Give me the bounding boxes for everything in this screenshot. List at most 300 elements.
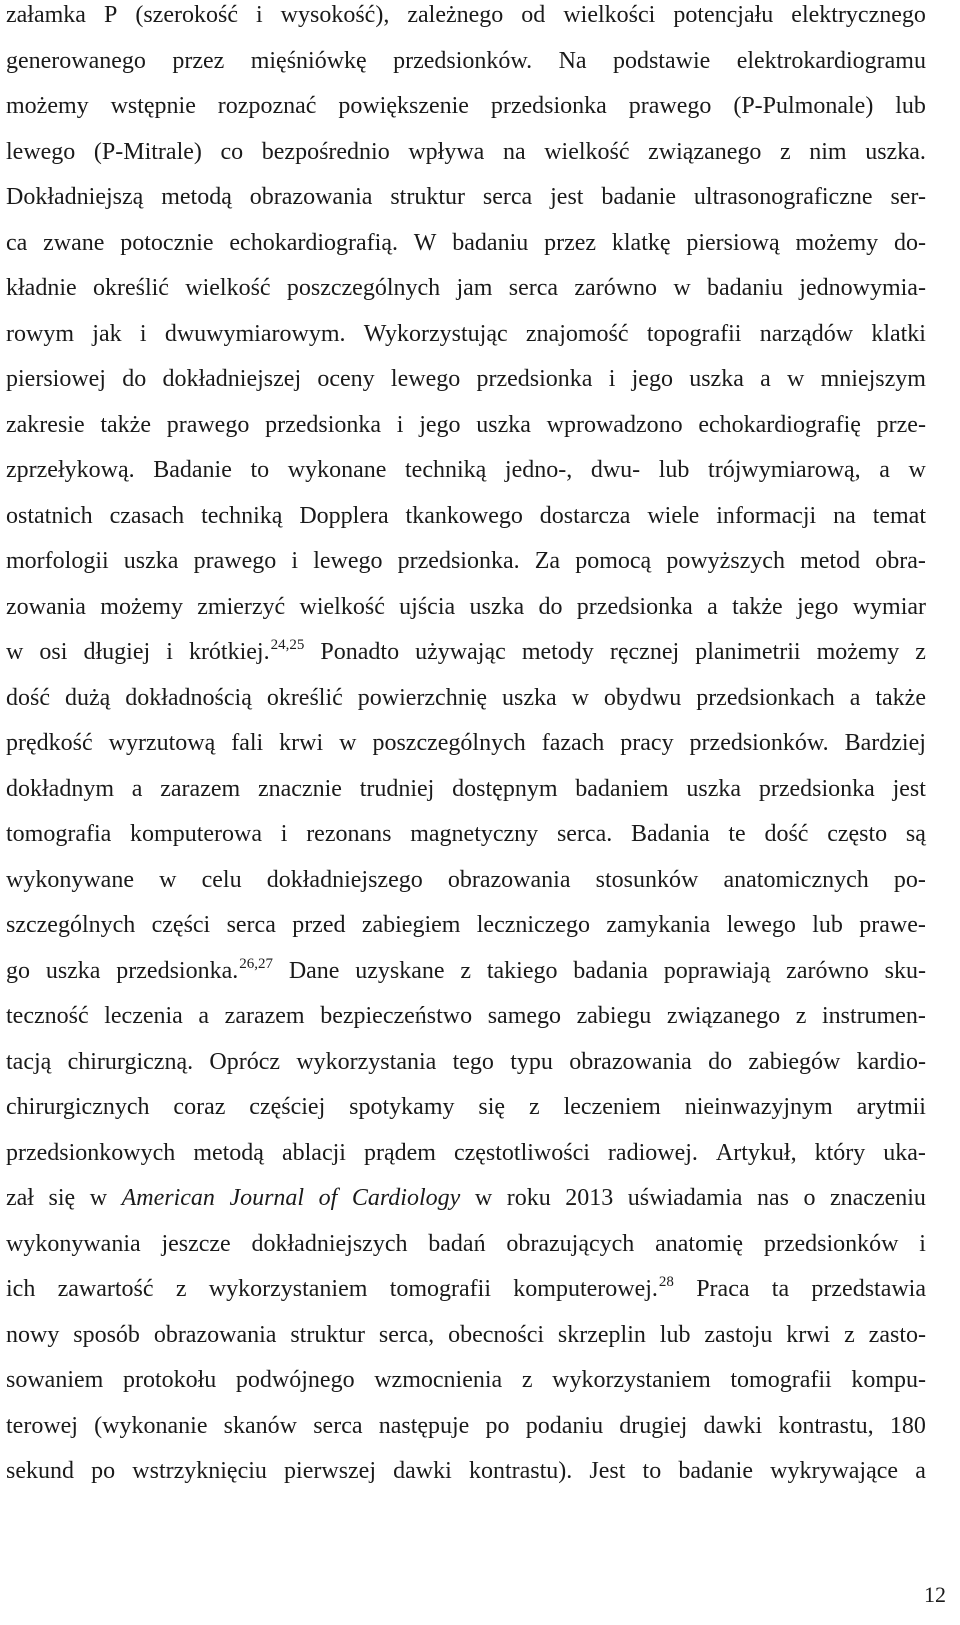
word: planimetrii (695, 639, 801, 665)
word: to (250, 457, 270, 483)
word: jego (419, 411, 461, 438)
word: serca (313, 1412, 363, 1439)
word: w (159, 866, 177, 893)
word: określić (92, 275, 169, 301)
word: obrazujących (506, 1230, 635, 1257)
word: takiego (486, 957, 558, 984)
word: dokładniejszych (251, 1230, 408, 1257)
word: Cardiology (351, 1185, 461, 1211)
word: ich (6, 1276, 36, 1302)
text-line (6, 494, 926, 540)
word: nim (809, 138, 847, 165)
word: elektrokardiogramu (736, 47, 926, 74)
word: dwu- (590, 457, 641, 483)
word: trójwymiarową, (708, 457, 861, 483)
word: przedsionków. (393, 47, 533, 74)
word: lewego (390, 366, 461, 392)
word: fali (231, 730, 264, 756)
word: ultrasonograficzne (693, 184, 873, 210)
text-line (6, 812, 926, 858)
word: zmierzyć (197, 593, 286, 620)
word: i (291, 548, 299, 574)
word: z (780, 138, 791, 165)
word: kładnie (6, 275, 77, 301)
word: sekund (6, 1458, 74, 1484)
word: serca. (556, 821, 613, 847)
word: wprowadzono (546, 411, 683, 438)
word: (szerokość (135, 2, 238, 28)
word: podaniu (525, 1412, 604, 1439)
word: go (6, 957, 30, 984)
citation-superscript: 28 (658, 1274, 674, 1290)
word: metodą (193, 1139, 264, 1166)
word: jest (550, 184, 584, 210)
word: długiej (83, 639, 151, 665)
word: kardio- (856, 1048, 926, 1075)
word: kontrastu). (468, 1458, 573, 1484)
word: jam (456, 275, 493, 301)
word: 180 (889, 1412, 926, 1439)
word: a (760, 366, 771, 392)
word: często (827, 821, 888, 847)
word: leczeniem (563, 1094, 661, 1120)
word: jego (797, 593, 839, 620)
word: tomografia (6, 821, 112, 847)
word: Oprócz (209, 1048, 281, 1075)
word: osi (39, 639, 68, 665)
word: (wykonanie (94, 1412, 208, 1439)
word: morfologii (6, 548, 109, 574)
word: trudniej (359, 775, 435, 802)
word: stosunków (595, 866, 699, 893)
word: klatki (871, 320, 926, 347)
document-page (6, 0, 926, 1495)
word: i (255, 2, 263, 28)
word: w (474, 1185, 493, 1211)
word: zarazem (224, 1003, 305, 1029)
text-line (6, 1267, 926, 1313)
word: do (708, 1048, 733, 1075)
word: kompu- (851, 1367, 926, 1393)
word: terowej (6, 1412, 78, 1439)
word: skrzeplin (557, 1321, 646, 1348)
word: celu (201, 866, 242, 893)
word: powiększenie (338, 93, 469, 119)
word: znacznie (257, 775, 342, 802)
word: części (151, 912, 211, 938)
word: przedsionka. (397, 548, 520, 574)
word: zakresie (6, 411, 85, 438)
word: a (198, 1003, 210, 1029)
word: ostatnich (6, 502, 93, 529)
word: możemy (795, 229, 879, 256)
word: radiowej. (607, 1139, 698, 1166)
word: prędkość (6, 730, 93, 756)
word: dwuwymiarowym. (164, 320, 346, 347)
word: chirurgiczną. (67, 1048, 194, 1075)
word: a (849, 684, 861, 711)
word: kontrastu, (778, 1412, 874, 1439)
word: dokładniejszego (266, 866, 423, 893)
word: wykonywane (6, 866, 134, 893)
word: W (413, 229, 437, 256)
text-line (6, 448, 926, 494)
word: tkankowego (405, 502, 523, 529)
text-line (6, 676, 926, 722)
word: krwi (279, 730, 324, 756)
word: obrazowania (569, 1048, 692, 1075)
word: drugiej (619, 1412, 688, 1439)
word: po- (893, 866, 926, 893)
word: zasto- (868, 1321, 926, 1348)
word: badaniu (452, 229, 529, 256)
word: szczególnych (6, 912, 136, 938)
word: są (905, 821, 926, 847)
word: 2013 (565, 1185, 614, 1211)
word: powyższych (666, 548, 785, 574)
word: związanego (666, 1003, 781, 1029)
word: możemy (816, 639, 900, 665)
word: ca (6, 229, 28, 256)
word: prawego (193, 548, 277, 574)
text-line (6, 1313, 926, 1359)
word: wysokość), (280, 2, 390, 28)
word: a (915, 1458, 926, 1484)
word: serca (508, 275, 559, 301)
word: instrumen- (821, 1003, 926, 1029)
text-line (6, 1449, 926, 1495)
word: z (915, 639, 926, 665)
word: z (521, 1367, 533, 1393)
text-line (6, 1404, 926, 1450)
word: wyrzutową (108, 730, 216, 756)
word: o (803, 1185, 816, 1211)
word: jeszcze (161, 1230, 231, 1257)
word: sposób (73, 1321, 140, 1348)
word: w (339, 730, 357, 756)
word: ujścia (399, 593, 456, 620)
word: uszka (123, 548, 179, 574)
word: serca, (378, 1321, 435, 1348)
word: Artykuł, (715, 1139, 797, 1166)
word: Jest (589, 1458, 626, 1484)
word: i (608, 366, 616, 392)
word: teczność (6, 1003, 89, 1029)
word: używając (415, 639, 506, 665)
word: badanie (601, 184, 676, 210)
word: temat (872, 502, 926, 529)
word: krwi (786, 1321, 831, 1348)
word: badaniu (707, 275, 783, 301)
word: wpływa (408, 138, 485, 165)
word: anatomię (655, 1230, 744, 1257)
word: który (814, 1139, 866, 1166)
text-line (6, 357, 926, 403)
word: lub (658, 457, 690, 483)
word: Dopplera (299, 502, 389, 529)
word: magnetyczny (410, 821, 539, 847)
word: to (642, 1458, 662, 1484)
word: leczenia (104, 1003, 183, 1029)
text-line (6, 221, 926, 267)
word: zawartość (57, 1276, 154, 1302)
word: bezpośrednio (261, 138, 390, 165)
word: uka- (883, 1139, 926, 1166)
word: anatomicznych (723, 866, 869, 893)
word: oceny (317, 366, 375, 392)
word: techniką (201, 502, 283, 529)
word: przez (172, 47, 225, 74)
word: przez (544, 229, 597, 256)
word: poprawiają (663, 957, 771, 984)
word: metod (800, 548, 861, 574)
word: Na (558, 47, 587, 74)
word: przedstawia (811, 1276, 926, 1302)
word: przedsionków (763, 1230, 899, 1257)
word: dostępnym (452, 775, 558, 802)
word: wstępnie (110, 93, 196, 119)
text-line (6, 266, 926, 312)
word: od (521, 2, 546, 28)
word: a (131, 775, 143, 802)
text-line (6, 39, 926, 85)
word: pomocą (575, 548, 652, 574)
word: tego (452, 1048, 494, 1075)
text-line (6, 767, 926, 813)
text-line (6, 1085, 926, 1131)
word: uszka (501, 684, 557, 711)
word: obecności (448, 1321, 545, 1348)
word: uzyskane (355, 957, 445, 984)
word: Journal (229, 1185, 305, 1211)
word: przedsionka (490, 93, 607, 119)
word: z (795, 1003, 807, 1029)
word: jedno-, (504, 457, 573, 483)
word: badania (573, 957, 648, 984)
text-line (6, 585, 926, 631)
text-line (6, 312, 926, 358)
word: komputerowa (130, 821, 263, 847)
word: zastoju (704, 1321, 773, 1348)
word: po (485, 1412, 510, 1439)
word: wykonane (287, 457, 387, 483)
word: w (673, 275, 691, 301)
word: klatkę (611, 229, 671, 256)
word: przedsionka.$^{26,27}$ (116, 955, 273, 984)
word: ablacji (281, 1139, 346, 1166)
word: obrazowania (249, 184, 373, 210)
word: na (833, 502, 856, 529)
text-line (6, 130, 926, 176)
word: z (175, 1276, 187, 1302)
page-number: 12 (924, 1582, 946, 1607)
word: elektrycznego (791, 2, 926, 28)
word: i (919, 1230, 926, 1257)
word: obrazowania (153, 1321, 277, 1348)
word: częstotliwości (453, 1139, 590, 1166)
word: określić (266, 684, 343, 711)
word: wykorzystaniem (208, 1276, 368, 1302)
text-line (6, 539, 926, 585)
citation-superscript: 26,27 (239, 955, 273, 972)
word: dość (6, 684, 50, 711)
word: dużą (64, 684, 111, 711)
word: mniejszym (820, 366, 926, 392)
word: możemy (100, 593, 183, 620)
word: mięśniówkę (250, 47, 367, 74)
word: także (732, 593, 783, 620)
word: lub (659, 1321, 691, 1348)
word: ta (771, 1276, 790, 1302)
word: Badania (630, 821, 710, 847)
word: dość (764, 821, 809, 847)
word: podwójnego (235, 1367, 355, 1393)
word: uszka (476, 411, 531, 438)
word: lewego (726, 912, 796, 938)
word: wiele (647, 502, 700, 529)
word: zamykania (606, 912, 711, 938)
word: wzmocnienia (374, 1367, 503, 1393)
word: znaczeniu (830, 1185, 926, 1211)
word: wielkość (185, 275, 271, 301)
word: potencjału (673, 2, 774, 28)
word: po (91, 1458, 116, 1484)
word: bezpieczeństwo (320, 1003, 473, 1029)
word: rozpoznać (217, 93, 317, 119)
text-line (6, 1358, 926, 1404)
word: roku (506, 1185, 551, 1211)
word: narządów (759, 320, 854, 347)
word: arytmii (856, 1094, 926, 1120)
word: Dane (288, 957, 340, 984)
word: przed (292, 912, 346, 938)
body-text (6, 0, 926, 1495)
word: zależnego (407, 2, 504, 28)
text-line (6, 858, 926, 904)
word: prądem (363, 1139, 436, 1166)
text-line (6, 630, 926, 676)
word: Za (534, 548, 561, 574)
word: zał (6, 1185, 34, 1211)
text-line (6, 403, 926, 449)
word: przedsionka (758, 775, 875, 802)
word: także (875, 684, 926, 711)
text-line (6, 1040, 926, 1086)
word: przedsionkach (696, 684, 835, 711)
word: uszka (686, 775, 742, 802)
word: obra- (875, 548, 926, 574)
word: Wykorzystując (363, 320, 508, 347)
word: dostarcza (539, 502, 631, 529)
word: jest (892, 775, 926, 802)
word: zarówno (786, 957, 869, 984)
word: w (571, 684, 589, 711)
word: zabiegiem (361, 912, 461, 938)
word: P (103, 2, 118, 28)
word: krótkiej.$^{24,25}$ (188, 637, 305, 665)
word: wielkość (299, 593, 385, 620)
word: sku- (884, 957, 926, 984)
word: serca (226, 912, 276, 938)
word: lub (895, 93, 926, 119)
word: uszka (469, 593, 525, 620)
word: w (787, 366, 805, 392)
word: z (844, 1321, 855, 1348)
word: (P-Pulmonale) (733, 93, 874, 119)
word: w (6, 639, 24, 665)
word: Bardziej (844, 730, 926, 756)
word: leczniczego (476, 912, 591, 938)
word: częściej (249, 1094, 326, 1120)
word: techniką (405, 457, 487, 483)
word: podstawie (612, 47, 711, 74)
word: dawki (393, 1458, 452, 1484)
word: zarazem (160, 775, 241, 802)
word: związanego (648, 138, 762, 165)
word: tacją (6, 1048, 52, 1075)
word: czasach (109, 502, 185, 529)
word: nas (756, 1185, 789, 1211)
text-line (6, 994, 926, 1040)
text-line (6, 1131, 926, 1177)
word: rezonans (306, 821, 392, 847)
word: zowania (6, 593, 86, 620)
word: generowanego (6, 47, 146, 74)
word: pracy (620, 730, 674, 756)
word: uszka. (865, 138, 926, 165)
word: powierzchnię (357, 684, 488, 711)
word: struktur (390, 184, 465, 210)
word: i (396, 411, 404, 438)
word: jak (92, 320, 122, 347)
word: wstrzyknięciu (132, 1458, 267, 1484)
word: uszka (45, 957, 101, 984)
word: załamka (6, 2, 86, 28)
word: poszczególnych (286, 275, 441, 301)
word: serca (482, 184, 533, 210)
text-line (6, 949, 926, 995)
word: piersiowej (6, 366, 106, 392)
word: się (48, 1185, 76, 1211)
word: lewego (6, 138, 76, 165)
word: co (220, 138, 244, 165)
word: samego (487, 1003, 562, 1029)
word: z (529, 1094, 540, 1120)
word: także (100, 411, 151, 438)
word: przedsionków. (689, 730, 829, 756)
word: zprzełykową. (6, 457, 135, 483)
word: do (122, 366, 147, 392)
word: dawki (703, 1412, 763, 1439)
word: do- (893, 229, 926, 256)
word: na (502, 138, 526, 165)
word: ser- (890, 184, 926, 210)
word: wykorzystaniem (552, 1367, 711, 1393)
word: badanie (678, 1458, 753, 1484)
word: nieinwazyjnym (684, 1094, 833, 1120)
word: echokardiografię (698, 411, 861, 438)
word: of (318, 1185, 338, 1211)
word: piersiową (686, 229, 780, 256)
word: badaniem (575, 775, 669, 802)
text-line (6, 1176, 926, 1222)
text-line (6, 721, 926, 767)
word: a (707, 593, 718, 620)
word: te (728, 821, 746, 847)
word: obydwu (603, 684, 682, 711)
word: przedsionka (476, 366, 593, 392)
word: wielkości (563, 2, 656, 28)
